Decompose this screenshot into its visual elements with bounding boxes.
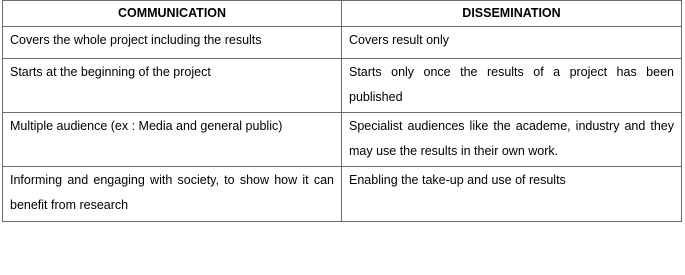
communication-cell: Starts at the beginning of the project bbox=[3, 59, 342, 113]
header-dissemination: DISSEMINATION bbox=[342, 1, 682, 27]
dissemination-cell: Covers result only bbox=[342, 27, 682, 59]
dissemination-cell: Specialist audiences like the academe, industry and they may use the results in their own work. bbox=[342, 113, 682, 167]
communication-cell: Informing and engaging with society, to show how it can benefit from research bbox=[3, 167, 342, 222]
communication-cell: Covers the whole project including the results bbox=[3, 27, 342, 59]
dissemination-cell: Enabling the take-up and use of results bbox=[342, 167, 682, 222]
table-row bbox=[3, 59, 682, 113]
table-row bbox=[3, 27, 682, 59]
dissemination-cell: Starts only once the results of a project has been published bbox=[342, 59, 682, 113]
comparison-table bbox=[2, 0, 682, 222]
table-header-row bbox=[3, 1, 682, 27]
table-row bbox=[3, 167, 682, 222]
communication-cell: Multiple audience (ex : Media and general public) bbox=[3, 113, 342, 167]
header-communication: COMMUNICATION bbox=[3, 1, 342, 27]
table-row bbox=[3, 113, 682, 167]
